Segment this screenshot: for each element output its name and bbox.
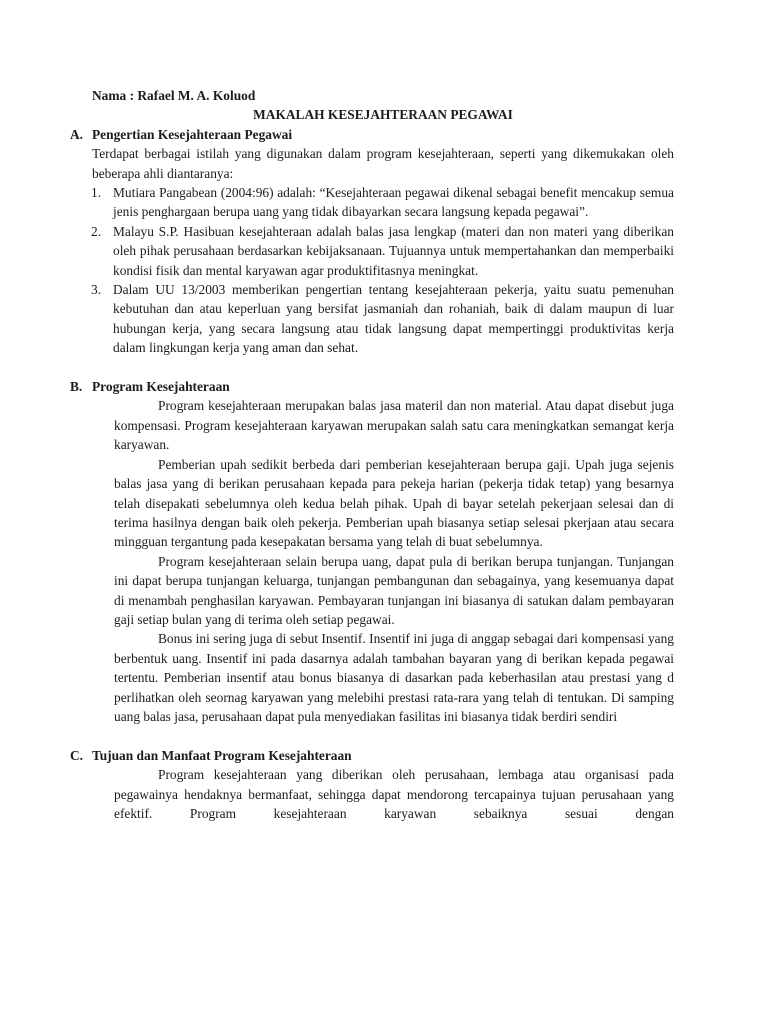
list-item-text: Dalam UU 13/2003 memberikan pengertian tentang kesejahteraan pekerja, yaitu suatu pemenuhan kebutuhan dan atau keperluan yang bersifat jasmaniah dan rohaniah, baik di dalam maupun di luar hubungan kerja, yang secara langsung atau tidak langsung dapat mempertinggi produktivitas kerja dalam lingkungan kerja yang aman dan sehat. (113, 282, 674, 356)
section-b-paragraph: Program kesejahteraan selain berupa uang, dapat pula di berikan berupa tunjangan. Tunjangan ini dapat berupa tunjangan keluarga, tunjangan pembangunan dan sebagainya, yang kesemuanya dapat di menambah penghasilan karyawan. Pembayaran tunjangan ini biasanya di satukan dalam pembayaran gaji setiap bulan yang di terima oleh setiap pegawai. (114, 553, 674, 627)
section-b-paragraph: Program kesejahteraan merupakan balas jasa materil dan non material. Atau dapat disebut juga kompensasi. Program kesejahteraan karyawan merupakan salah satu cara meningkatkan semangat kerja karyawan. (114, 398, 674, 453)
list-item (92, 280, 674, 358)
definitions-list (92, 183, 674, 358)
section-a-heading (70, 125, 674, 144)
list-item-number: 1. (91, 185, 102, 201)
section-a-title: Pengertian Kesejahteraan Pegawai (92, 126, 293, 142)
section-b-heading (70, 377, 674, 396)
section-c-title: Tujuan dan Manfaat Program Kesejahteraan (92, 747, 352, 763)
list-item (92, 222, 674, 280)
section-b-title: Program Kesejahteraan (92, 379, 230, 395)
section-b-letter: B. (70, 379, 83, 395)
section-c-heading (70, 746, 674, 765)
section-c-letter: C. (70, 747, 84, 763)
section-a-intro: Terdapat berbagai istilah yang digunakan dalam program kesejahteraan, seperti yang dikemukakan oleh beberapa ahli diantaranya: (92, 146, 674, 181)
document-page (70, 86, 674, 823)
section-c-body (92, 765, 674, 823)
list-item-text: Malayu S.P. Hasibuan kesejahteraan adalah balas jasa lengkap (materi dan non materi yang diberikan oleh pihak perusahaan berdasarkan kebijaksanaan. Tujuannya untuk mempertahankan dan memperbaiki kondisi fisik dan mental karyawan agar produktifitasnya meningkat. (113, 223, 674, 278)
list-item-text: Mutiara Pangabean (2004:96) adalah: “Kesejahteraan pegawai dikenal sebagai benefit mencakup semua jenis penghargaan berupa uang yang tidak dibayarkan secara langsung kepada pegawai”. (113, 185, 674, 220)
author-name-line: Nama : Rafael M. A. Koluod (92, 88, 256, 103)
section-a-letter: A. (70, 126, 84, 142)
list-item-number: 3. (91, 282, 102, 298)
section-b-paragraph: Bonus ini sering juga di sebut Insentif. Insentif ini juga di anggap sebagai dari kompensasi yang berbentuk uang. Insentif ini pada dasarnya adalah tambahan bayaran yang di berikan kepada pegawai tertentu. Pemberian insentif atau bonus biasanya di dasarkan pada keberhasilan atau prestasi yang d perlihatkan oleh seornag karyawan yang melebihi prestasi rata-rara yang telah di tentukan. Di samping uang balas jasa, perusahaan dapat pula menyediakan fasilitas ini biasanya tidak berdiri sendiri (114, 631, 674, 724)
list-item (92, 183, 674, 222)
section-c-paragraph: Program kesejahteraan yang diberikan oleh perusahaan, lembaga atau organisasi pada pegawainya hendaknya bermanfaat, sehingga dapat mendorong tercapainya tujuan perusahaan yang efektif. Program kesejahteraan karyawan sebaiknya sesuai dengan (114, 767, 674, 821)
section-b-paragraph: Pemberian upah sedikit berbeda dari pemberian kesejahteraan berupa gaji. Upah juga sejenis balas jasa yang di berikan perusahaan kepada para pekeja harian (pekerja tidak tetap) yang besarnya telah disepakati sebelumnya oleh kedua belah pihak. Upah di bayar setelah pekerjaan selesai dan di terima hasilnya dengan baik oleh pekerja. Pemberian upah biasanya setiap selesai pkerjaan atau secara mingguan tergantung pada kesepakatan bersama yang telah di buat sebelumnya. (114, 456, 674, 550)
document-title: MAKALAH KESEJAHTERAAN PEGAWAI (253, 107, 513, 123)
section-b-body (92, 396, 674, 726)
list-item-number: 2. (91, 223, 102, 239)
